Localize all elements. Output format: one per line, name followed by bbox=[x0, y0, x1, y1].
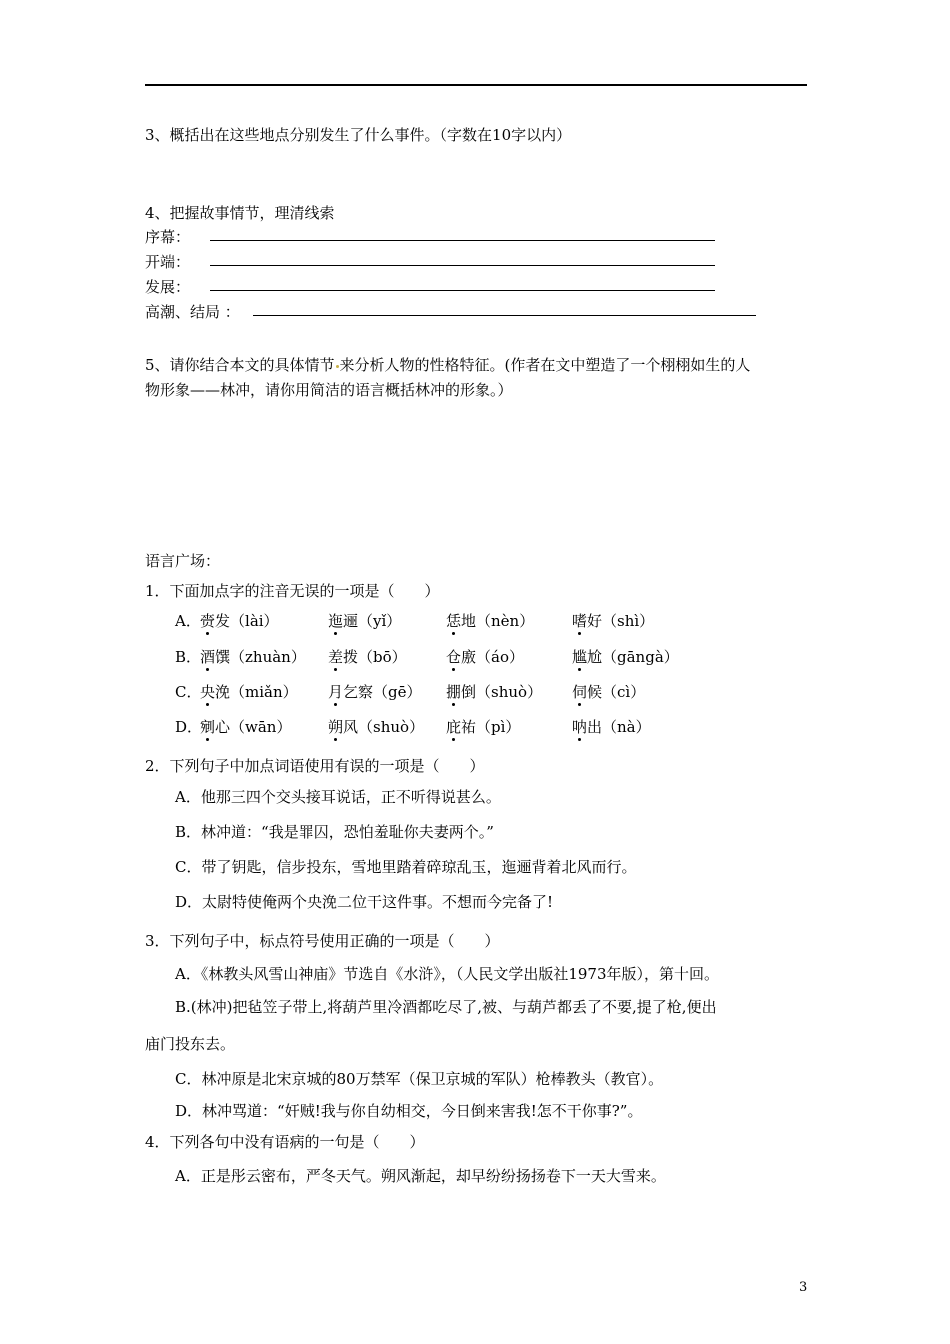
label-prologue: 序幕： bbox=[145, 228, 191, 246]
pinyin-text: 馔（zhuàn） bbox=[215, 648, 306, 666]
answer-line-development[interactable] bbox=[210, 290, 715, 291]
dotted-character: 差 bbox=[328, 648, 344, 666]
answer-line-climax-ending[interactable] bbox=[253, 315, 756, 316]
dotted-character: 嗜 bbox=[572, 612, 588, 630]
language-section-heading: 语言广场： bbox=[145, 552, 221, 570]
mc1-stem: 1．下面加点字的注音无误的一项是（ ） bbox=[145, 582, 440, 600]
dotted-character: 迤 bbox=[328, 612, 344, 630]
mc1-option-d-item bbox=[200, 716, 291, 737]
mc1-option-c-item bbox=[200, 681, 298, 702]
top-divider bbox=[145, 84, 807, 86]
mc3-option-d: D．林冲骂道：“奸贼!我与你自幼相交，今日倒来害我!怎不干你事?”。 bbox=[175, 1102, 643, 1120]
mc1-option-c-letter: C． bbox=[175, 683, 202, 701]
pinyin-text: 出（nà） bbox=[587, 718, 651, 736]
mc4-option-a: A．正是彤云密布，严冬天气。朔风渐起，却早纷纷扬扬卷下一天大雪来。 bbox=[175, 1167, 666, 1185]
pinyin-text: 逦（yǐ） bbox=[343, 612, 402, 630]
pinyin-text: 风（shuò） bbox=[343, 718, 425, 736]
page-number: 3 bbox=[799, 1280, 808, 1295]
mc2-option-d: D．太尉特使俺两个央浼二位干这件事。不想而今完备了! bbox=[175, 893, 554, 911]
pinyin-text: 发（lài） bbox=[215, 612, 279, 630]
mc1-option-d-item bbox=[572, 716, 651, 737]
dotted-character: 庇 bbox=[446, 718, 462, 736]
pinyin-text: 倒（shuò） bbox=[461, 683, 543, 701]
dotted-character: 恁 bbox=[446, 612, 462, 630]
mc1-option-a-item bbox=[446, 610, 534, 631]
mc1-option-c-item bbox=[572, 681, 645, 702]
mc1-option-d-item bbox=[328, 716, 424, 737]
dotted-character: 呐 bbox=[572, 718, 588, 736]
label-climax-ending: 高潮、结局 ： bbox=[145, 303, 240, 321]
dotted-character: 月 bbox=[328, 683, 344, 701]
label-beginning: 开端： bbox=[145, 253, 191, 271]
dotted-character: 赍 bbox=[200, 612, 216, 630]
mc2-option-a: A．他那三四个交头接耳说话，正不听得说甚么。 bbox=[175, 788, 501, 806]
mc2-option-c: C．带了钥匙，信步投东，雪地里踏着碎琼乱玉，迤逦背着北风而行。 bbox=[175, 858, 637, 876]
pinyin-text: 心（wān） bbox=[215, 718, 292, 736]
dotted-character: 仓 bbox=[446, 648, 462, 666]
question-3-title: 3、概括出在这些地点分别发生了什么事件。（字数在10字以内） bbox=[145, 126, 572, 144]
answer-line-prologue[interactable] bbox=[210, 240, 715, 241]
mc1-option-b-item bbox=[200, 646, 306, 667]
mc1-option-a-item bbox=[200, 610, 279, 631]
mc1-option-b-item bbox=[328, 646, 407, 667]
mc1-option-b-letter: B． bbox=[175, 648, 202, 666]
mc2-option-b: B．林冲道：“我是罪囚，恐怕羞耻你夫妻两个。” bbox=[175, 823, 494, 841]
pinyin-text: 地（nèn） bbox=[461, 612, 535, 630]
mc3-option-c: C．林冲原是北宋京城的80万禁军（保卫京城的军队）枪棒教头（教官）。 bbox=[175, 1070, 664, 1088]
mc1-option-a-letter: A． bbox=[175, 612, 201, 630]
dotted-character: 央 bbox=[200, 683, 216, 701]
label-development: 发展： bbox=[145, 278, 191, 296]
pinyin-text: 祐（pì） bbox=[461, 718, 521, 736]
mc3-option-b-line-1: B.(林冲)把毡笠子带上,将葫芦里冷酒都吃尽了,被、与葫芦都丢了不要,提了枪,便出 bbox=[175, 998, 717, 1016]
mc2-stem: 2．下列句子中加点词语使用有误的一项是（ ） bbox=[145, 757, 485, 775]
dotted-character: 酒 bbox=[200, 648, 216, 666]
dotted-character: 伺 bbox=[572, 683, 588, 701]
mc3-option-a: A．《林教头风雪山神庙》节选自《水浒》，（人民文学出版社1973年版），第十回。 bbox=[175, 965, 720, 983]
pinyin-text: 尬（gāngà） bbox=[587, 648, 679, 666]
mc1-option-c-item bbox=[446, 681, 542, 702]
dotted-character: 掤 bbox=[446, 683, 462, 701]
dotted-character: 朔 bbox=[328, 718, 344, 736]
mc1-option-b-item bbox=[572, 646, 679, 667]
answer-line-beginning[interactable] bbox=[210, 265, 715, 266]
dotted-character: 剜 bbox=[200, 718, 216, 736]
pinyin-text: 乞察（gē） bbox=[343, 683, 422, 701]
mc1-option-d-letter: D． bbox=[175, 718, 203, 736]
mc3-option-b-line-2: 庙门投东去。 bbox=[145, 1035, 236, 1053]
mc1-option-b-item bbox=[446, 646, 524, 667]
pinyin-text: 廒（áo） bbox=[461, 648, 524, 666]
mc1-option-c-item bbox=[328, 681, 422, 702]
pinyin-text: 浼（miǎn） bbox=[215, 683, 298, 701]
mc1-option-a-item bbox=[328, 610, 401, 631]
question-5-line-1: 5、请你结合本文的具体情节 来分析人物的性格特征。(作者在文中塑造了一个栩栩如生的人 bbox=[145, 356, 751, 374]
mc1-option-d-item bbox=[446, 716, 520, 737]
mc4-stem: 4．下列各句中没有语病的一句是（ ） bbox=[145, 1133, 425, 1151]
pinyin-text: 候（cì） bbox=[587, 683, 646, 701]
dotted-character: 尴 bbox=[572, 648, 588, 666]
mc1-option-a-item bbox=[572, 610, 654, 631]
pinyin-text: 好（shì） bbox=[587, 612, 655, 630]
mc3-stem: 3．下列句子中，标点符号使用正确的一项是（ ） bbox=[145, 932, 500, 950]
question-5-line-2: 物形象——林冲，请你用简洁的语言概括林冲的形象。） bbox=[145, 381, 513, 399]
stray-mark bbox=[336, 365, 339, 368]
pinyin-text: 拨（bō） bbox=[343, 648, 407, 666]
question-4-title: 4、把握故事情节，理清线索 bbox=[145, 204, 335, 222]
